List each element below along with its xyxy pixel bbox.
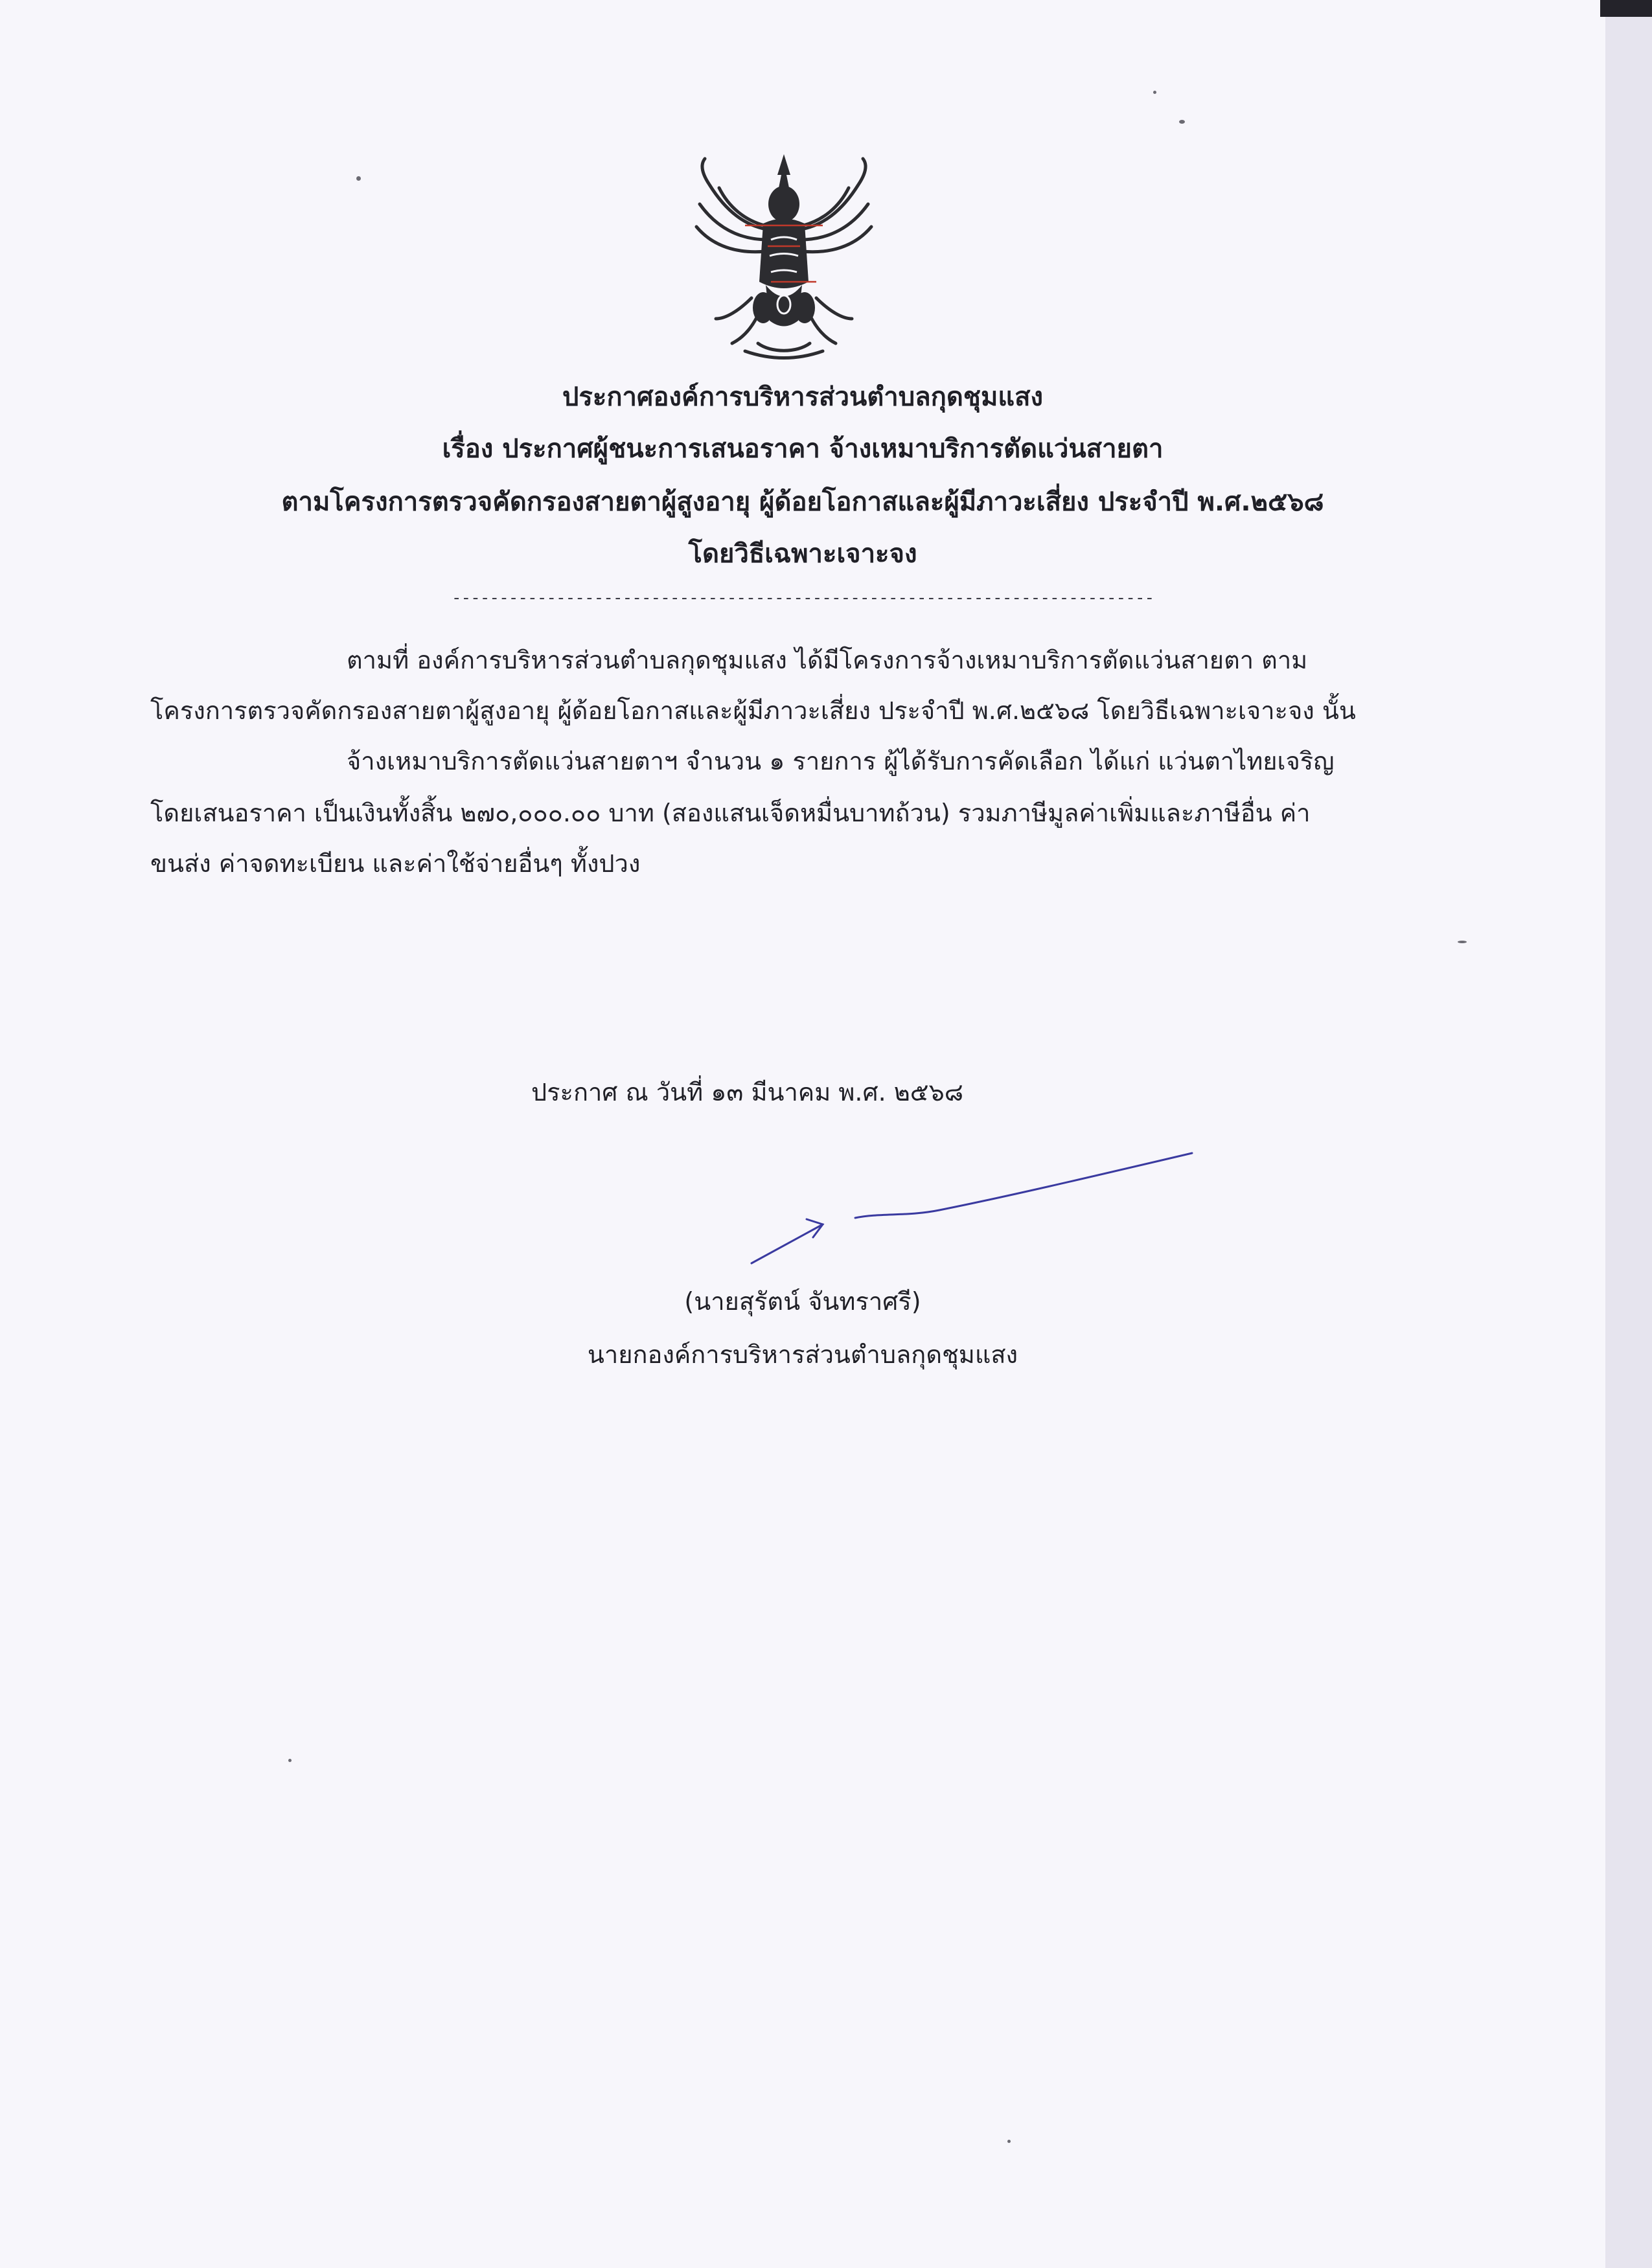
scan-corner — [1600, 0, 1652, 17]
signer-title: นายกองค์การบริหารส่วนตำบลกุดชุมแสง — [587, 1340, 1018, 1369]
paper-speck — [1153, 91, 1156, 94]
handwritten-signature — [745, 1140, 1211, 1276]
paper-speck — [1458, 941, 1467, 943]
paper-speck — [356, 176, 361, 181]
body-line: ขนส่ง ค่าจดทะเบียน และค่าใช้จ่ายอื่นๆ ทั้งปวง — [150, 849, 641, 878]
project-line: ตามโครงการตรวจคัดกรองสายตาผู้สูงอายุ ผู้ด้อยโอกาสและผู้มีภาวะเสี่ยง ประจำปี พ.ศ.๒๕๖๘ — [281, 487, 1324, 517]
subject-line: เรื่อง ประกาศผู้ชนะการเสนอราคา จ้างเหมาบริการตัดแว่นสายตา — [442, 434, 1164, 464]
body-line: ตามที่ องค์การบริหารส่วนตำบลกุดชุมแสง ได้มีโครงการจ้างเหมาบริการตัดแว่นสายตา ตาม — [347, 646, 1308, 674]
paper-speck — [288, 1759, 292, 1762]
method-line: โดยวิธีเฉพาะเจาะจง — [688, 539, 917, 569]
paper-speck — [1179, 120, 1185, 124]
scan-edge — [1605, 0, 1652, 2268]
garuda-emblem-icon — [680, 149, 888, 363]
paper-speck — [1007, 2140, 1011, 2143]
announcement-date: ประกาศ ณ วันที่ ๑๓ มีนาคม พ.ศ. ๒๕๖๘ — [531, 1078, 964, 1106]
divider-line: -------------------------------------------------------------------------- — [451, 588, 1154, 608]
body-line: จ้างเหมาบริการตัดแว่นสายตาฯ จำนวน ๑ รายการ ผู้ได้รับการคัดเลือก ได้แก่ แว่นตาไทยเจริญ — [347, 747, 1335, 775]
body-line: โครงการตรวจคัดกรองสายตาผู้สูงอายุ ผู้ด้อยโอกาสและผู้มีภาวะเสี่ยง ประจำปี พ.ศ.๒๕๖๘ โดยวิธีเฉพาะเจาะจง นั้น — [150, 696, 1356, 725]
signer-name: (นายสุรัตน์ จันทราศรี) — [684, 1287, 921, 1316]
announcement-heading: ประกาศองค์การบริหารส่วนตำบลกุดชุมแสง — [562, 382, 1044, 412]
body-line: โดยเสนอราคา เป็นเงินทั้งสิ้น ๒๗๐,๐๐๐.๐๐ บาท (สองแสนเจ็ดหมื่นบาทถ้วน) รวมภาษีมูลค่าเพิ่มและภาษีอื่น ค่า — [150, 799, 1311, 827]
